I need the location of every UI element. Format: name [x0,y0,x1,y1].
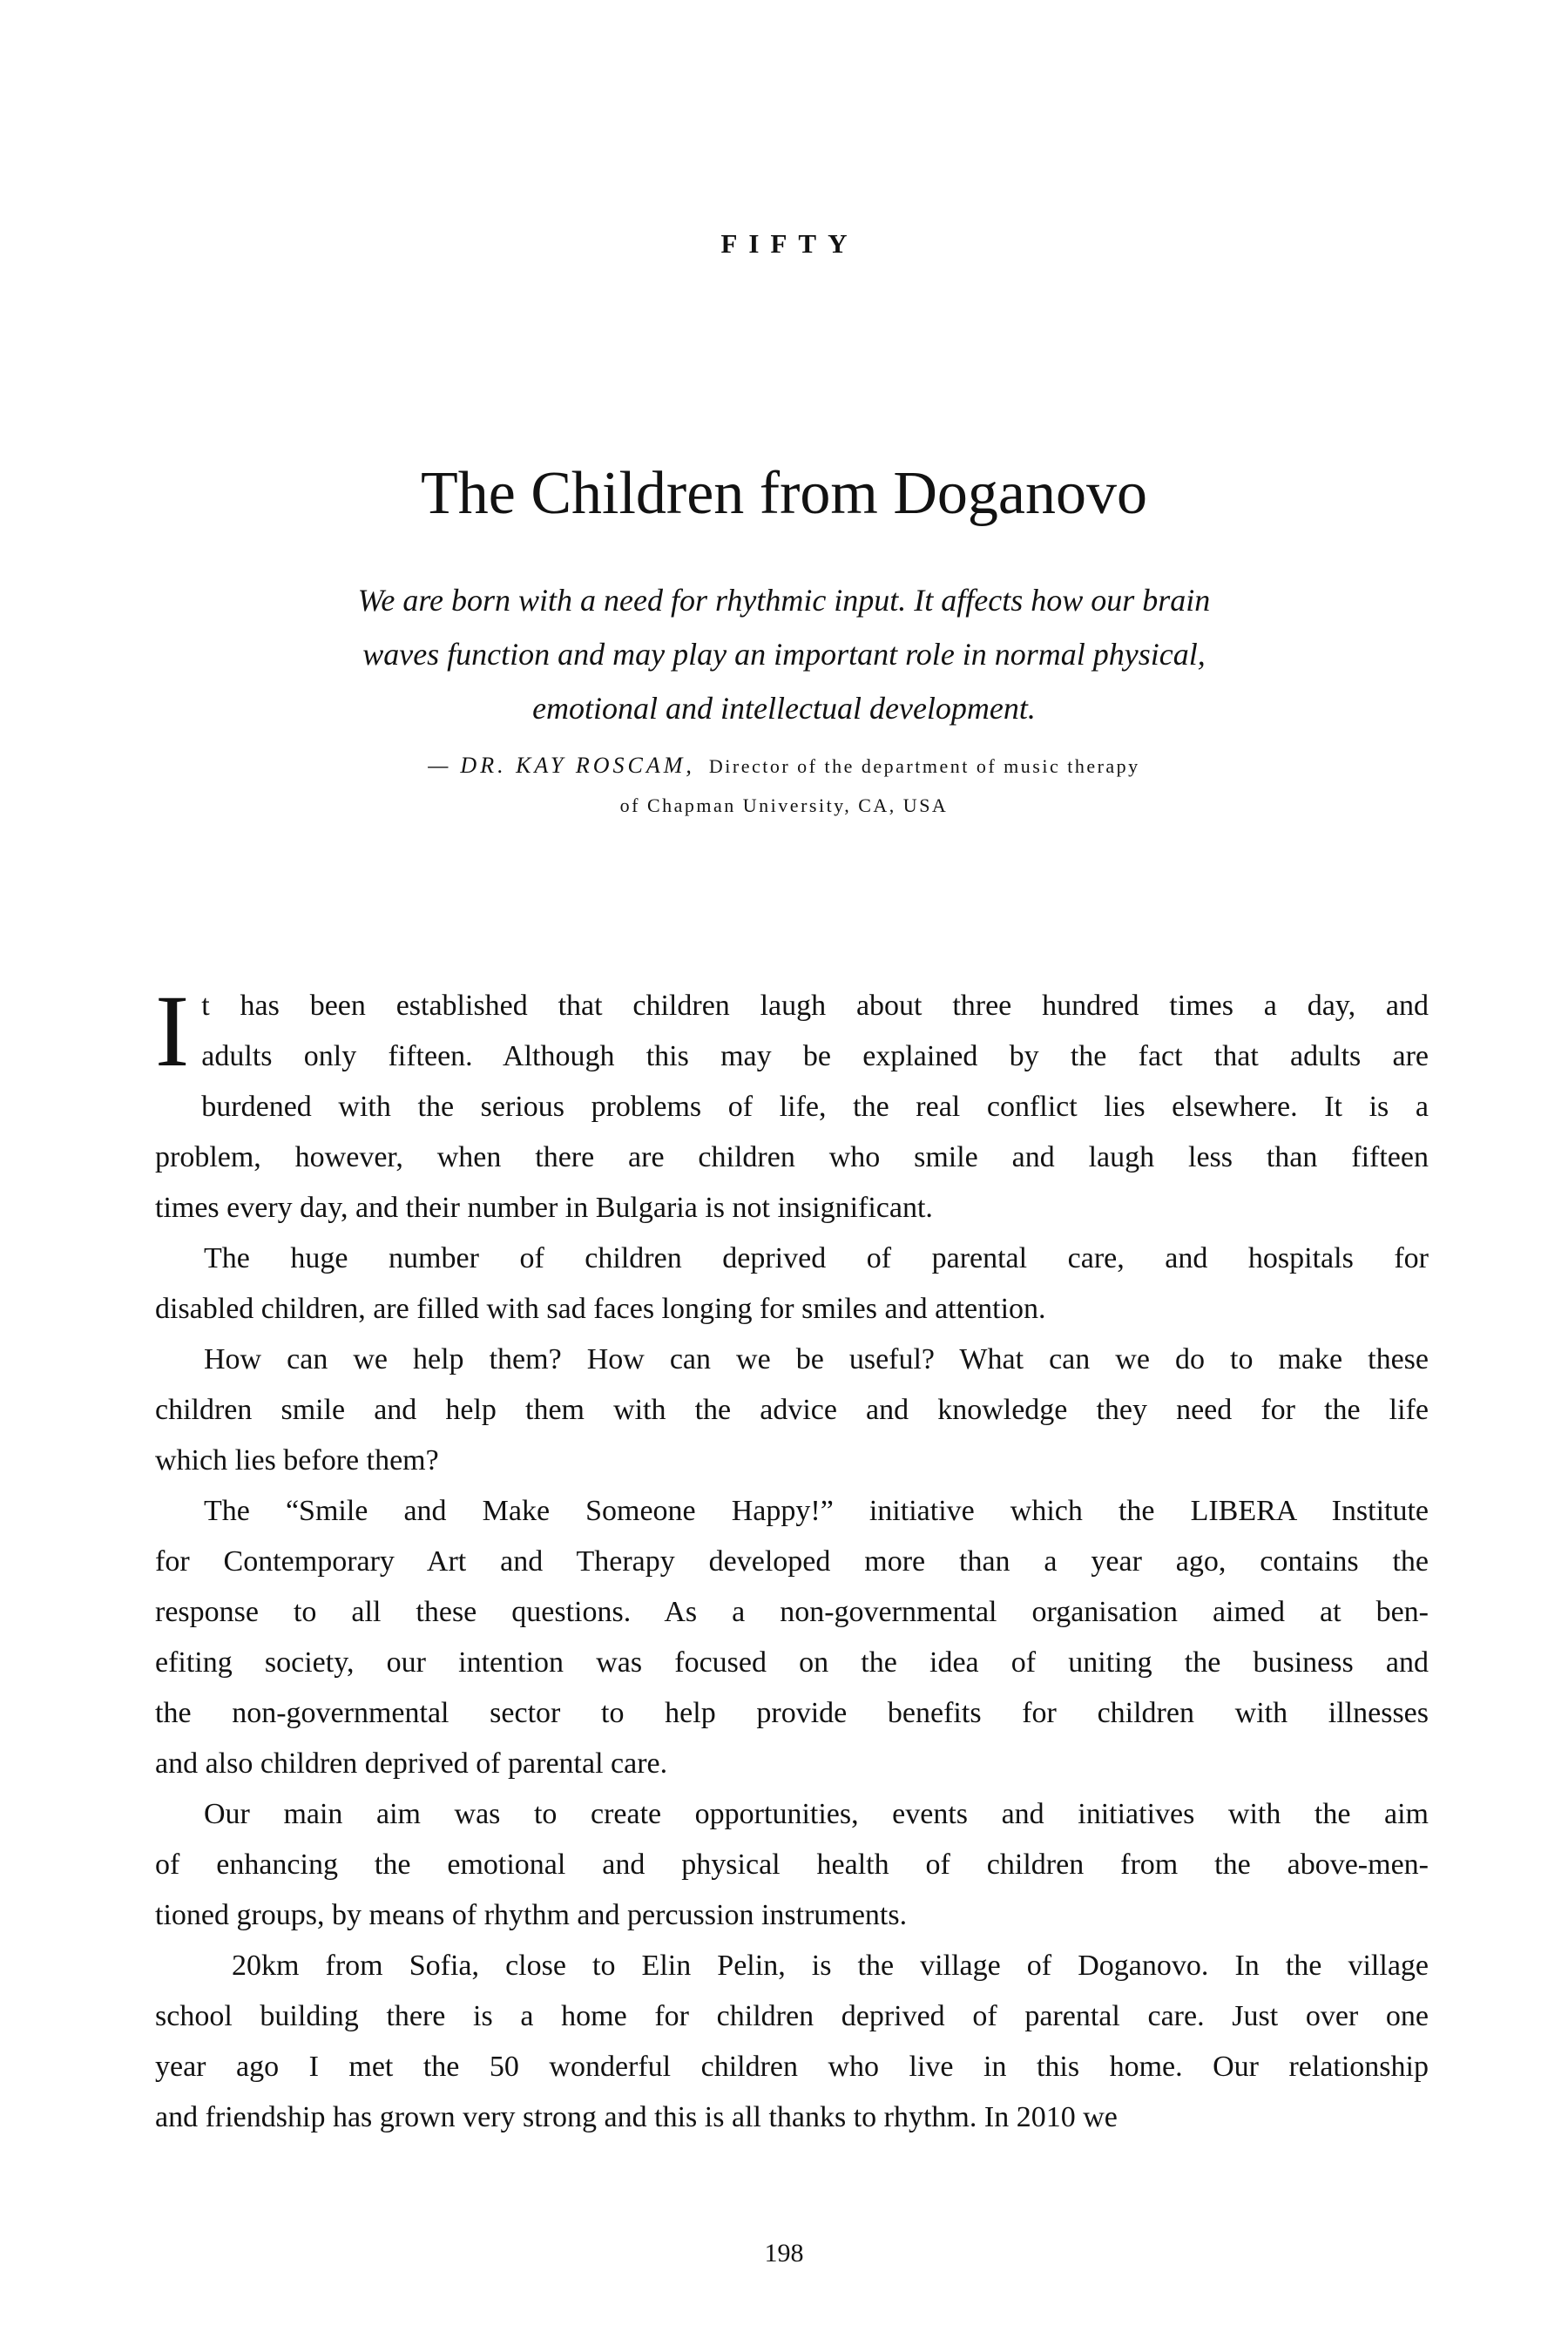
body-line: and also children deprived of parental care. [155,1747,668,1780]
body-line: year ago I met the 50 wonderful children who live in this home. Our relationship [155,2051,1429,2083]
body-line: burdened with the serious problems of life, the real conflict lies elsewhere. It is a [201,1091,1429,1123]
drop-cap: I [155,974,190,1088]
body-line: times every day, and their number in Bulgaria is not insignificant. [155,1192,933,1224]
body-line: problem, however, when there are children who smile and laugh less than fifteen [155,1141,1429,1173]
body-line: the non-governmental sector to help provide benefits for children with illnesses [155,1697,1429,1729]
body-line: tioned groups, by means of rhythm and percussion instruments. [155,1899,908,1931]
body-paragraph [155,1789,1429,1941]
body-line: efiting society, our intention was focused on the idea of uniting the business and [155,1646,1429,1679]
page-number: 198 [764,2239,804,2268]
body-line: school building there is a home for children deprived of parental care. Just over one [155,2000,1429,2032]
body-line: Our main aim was to create opportunities, events and initiatives with the aim [204,1798,1429,1830]
attribution-name: DR. KAY ROSCAM, [460,753,695,778]
body-line: adults only fifteen. Although this may be explained by the fact that adults are [201,1040,1429,1072]
epigraph [235,573,1333,735]
attribution-role: Director of the department of music therapy [708,755,1140,777]
body-line: The huge number of children deprived of parental care, and hospitals for [204,1242,1429,1274]
attribution-dash: — [428,753,452,778]
body-paragraph [155,1233,1429,1335]
body-line: of enhancing the emotional and physical health of children from the above-men- [155,1848,1429,1881]
body-line: The “Smile and Make Someone Happy!” initiative which the LIBERA Institute [204,1495,1429,1527]
epigraph-attribution [131,747,1437,824]
body-paragraph [155,1486,1429,1789]
body-text [155,974,1429,2143]
body-line: for Contemporary Art and Therapy developed more than a year ago, contains the [155,1545,1429,1578]
body-line: disabled children, are filled with sad faces longing for smiles and attention. [155,1293,1046,1325]
body-line: How can we help them? How can we be useful? What can we do to make these [204,1343,1429,1375]
epigraph-line: emotional and intellectual development. [532,691,1036,726]
body-paragraph [155,974,1429,1233]
body-paragraph [155,1335,1429,1486]
body-line: response to all these questions. As a non-governmental organisation aimed at ben- [155,1596,1429,1628]
body-line: children smile and help them with the advice and knowledge they need for the life [155,1394,1429,1426]
body-line: which lies before them? [155,1444,439,1477]
page-title: The Children from Doganovo [421,460,1147,527]
attribution-role-line2: of Chapman University, CA, USA [619,794,949,816]
attribution-line [131,747,1437,787]
body-line: t has been established that children laugh about three hundred times a day, and [201,990,1429,1022]
body-paragraph [155,1941,1429,2143]
epigraph-line: We are born with a need for rhythmic input. It affects how our brain [357,583,1211,618]
chapter-number: FIFTY [720,228,859,259]
epigraph-line: waves function and may play an important role in normal physical, [362,637,1206,672]
body-line: and friendship has grown very strong and this is all thanks to rhythm. In 2010 we [155,2101,1118,2133]
body-line: 20km from Sofia, close to Elin Pelin, is the village of Doganovo. In the village [232,1950,1429,1982]
